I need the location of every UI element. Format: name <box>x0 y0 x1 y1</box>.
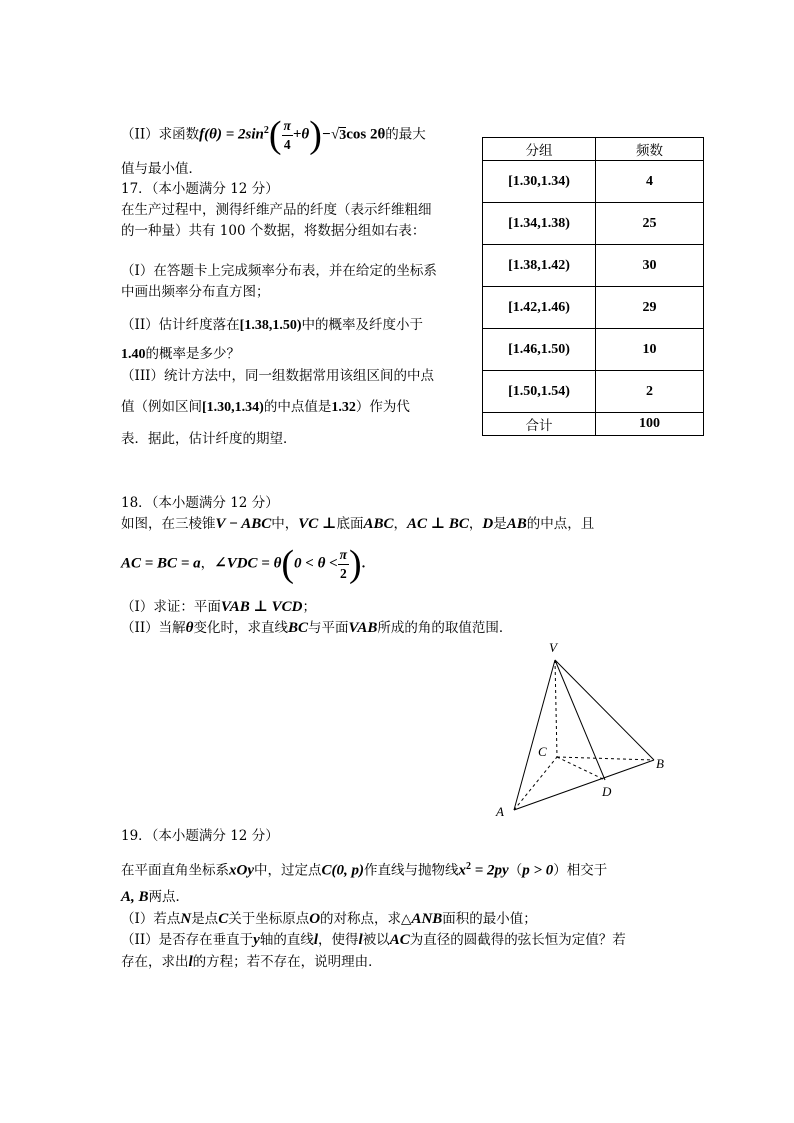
label-A: A <box>496 804 504 819</box>
formula-cos: cos 2θ <box>346 126 386 143</box>
edge-AB <box>514 760 654 810</box>
table-row: [1.46,1.50) 10 <box>483 329 704 371</box>
q19-header: 19．（本小题满分 12 分） <box>121 828 279 844</box>
table-row: [1.42,1.46) 29 <box>483 287 704 329</box>
paren-open: ( <box>268 114 282 156</box>
interval-1-38-1-50: [1.38,1.50) <box>239 318 302 333</box>
label-C: C <box>538 744 547 759</box>
value-1-40: 1.40 <box>121 347 146 362</box>
table-row: [1.34,1.38) 25 <box>483 203 704 245</box>
header-count: 频数 <box>596 138 704 161</box>
formula-square: 2 <box>263 125 269 136</box>
edge-VD <box>555 660 605 780</box>
fraction-pi-2: $\frac{\pi}{2}$ <box>339 546 348 581</box>
formula-minus: − <box>321 126 331 143</box>
label-D: D <box>602 784 612 799</box>
frequency-table <box>482 137 704 436</box>
value-1-32: 1.32 <box>331 400 356 415</box>
q19-line2: A, B两点． <box>121 889 190 905</box>
q17-part2-line1: （II）估计纤度落在[1.38,1.50)中的概率及纤度小于 <box>121 317 423 333</box>
label-B: B <box>656 756 664 771</box>
q17-part3-line2: 值（例如区间[1.30,1.34)的中点值是1.32）作为代 <box>121 399 410 415</box>
table-header-row <box>483 138 704 161</box>
q19-part1: （I）若点N是点C关于坐标原点O的对称点，求△ANB面积的最小值； <box>121 911 537 927</box>
q18-part2: （II）当解θ变化时，求直线BC与平面VAB所成的角的取值范围． <box>121 620 513 636</box>
q17-header: 17．（本小题满分 12 分） <box>121 181 279 197</box>
q19-part2: （II）是否存在垂直于y轴的直线l，使得l被以AC为直径的圆截得的弦长恒为定值？若 <box>121 932 626 948</box>
paren-close: ) <box>309 114 322 156</box>
q17-part3-line1: （III）统计方法中，同一组数据常用该组区间的中点 <box>121 368 434 384</box>
sqrt-sign: √ <box>330 126 340 143</box>
edge-CB-hidden <box>557 757 654 760</box>
q17-intro-line2: 的一种量）共有 100 个数据，将数据分组如右表： <box>121 223 426 239</box>
q17-intro-line1: 在生产过程中，测得纤维产品的纤度（表示纤维粗细 <box>121 202 432 218</box>
q16-prefix: （II）求函数 <box>121 126 200 143</box>
edge-CD-hidden <box>557 757 605 780</box>
edge-VB <box>555 660 654 760</box>
q17-part1-line2: 中画出频率分布直方图； <box>121 284 270 300</box>
table-row: [1.38,1.42) 30 <box>483 245 704 287</box>
header-group: 分组 <box>483 138 596 161</box>
table-row: [1.50,1.54) 2 <box>483 371 704 413</box>
q18-part1: （I）求证：平面VAB ⊥ VCD； <box>121 599 316 615</box>
q18-header: 18．（本小题满分 12 分） <box>121 495 279 511</box>
q16-part2-line2: 值与最小值． <box>121 161 202 177</box>
q18-line2: AC = BC = a，∠VDC = θ(0 < θ < $\frac{\pi}{2}$ ). <box>121 543 366 585</box>
q16-suffix: 的最大 <box>385 126 426 143</box>
q19-part2-line2: 存在，求出l的方程；若不存在，说明理由． <box>121 954 382 970</box>
formula-f-lhs: f(θ) = 2sin <box>199 126 264 143</box>
interval-1-30-1-34: [1.30,1.34) <box>202 400 264 415</box>
q19-line1: 在平面直角坐标系xOy中，过定点C(0, p)作直线与抛物线$x^2 = 2py(p > 0)$相交于 <box>121 861 608 879</box>
table-row: [1.30,1.34) 4 <box>483 161 704 203</box>
pyramid-figure <box>490 635 680 825</box>
sqrt-radicand: 3 <box>339 127 347 143</box>
fraction-pi-4: $\frac{\pi}{4}$ <box>283 117 291 152</box>
q17-part1-line1: （I）在答题卡上完成频率分布表，并在给定的坐标系 <box>121 263 437 279</box>
q17-part2-line2: 1.40的概率是多少？ <box>121 346 240 362</box>
q18-line1: 如图，在三棱锥V − ABC中，VC ⊥底面ABC，AC ⊥ BC，D是AB的中点，且 <box>121 516 595 532</box>
edge-VA <box>514 660 555 810</box>
formula-plus-theta: +θ <box>292 126 310 143</box>
q17-part3-line3: 表．据此，估计纤度的期望． <box>121 431 297 447</box>
edge-VC-hidden <box>555 660 557 757</box>
label-V: V <box>549 640 557 655</box>
table-total-row: 合计 100 <box>483 413 704 436</box>
q16-part2-line1 <box>121 115 426 154</box>
